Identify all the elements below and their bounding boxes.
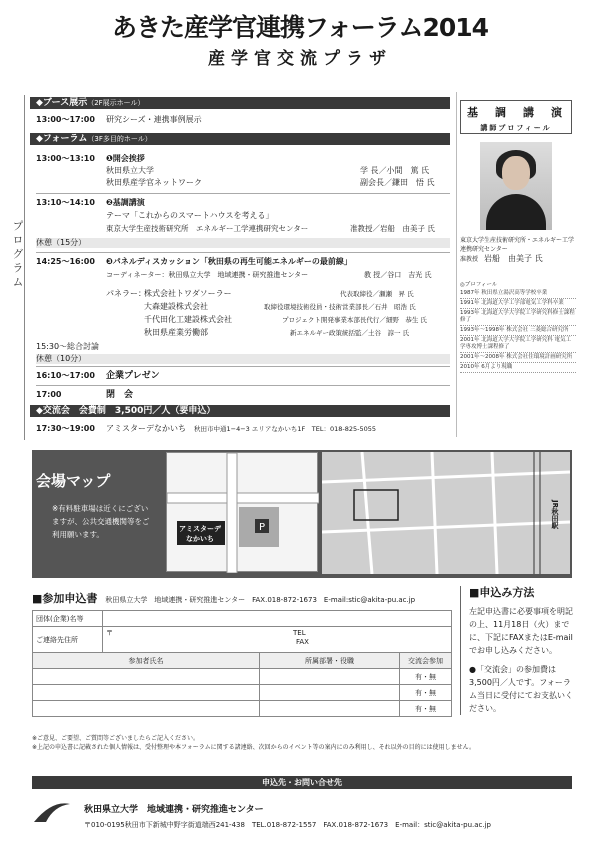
panel-title: ❸パネルディスカッション「秋田県の再生可能エネルギーの最前線」 [106, 257, 352, 266]
venue-label: アミスターデ なかいち [179, 525, 221, 543]
speaker-role: 准教授 [460, 256, 479, 263]
form-table [32, 610, 452, 717]
dept-field[interactable] [260, 685, 400, 701]
closing-row [36, 390, 133, 400]
area-map-drawing [322, 452, 570, 574]
program-label: プログラム [11, 220, 24, 290]
zip-label: 〒 [106, 629, 113, 637]
opening-org-2: 秋田県産学官ネットワーク [106, 178, 202, 187]
break-1: 休憩（15分） [36, 238, 450, 248]
footer-bar: 申込先・お問い合せ先 [32, 776, 572, 789]
presentation-title: 企業プレゼン [106, 371, 160, 381]
bio-item: 1987年 秋田県立湯沢高等学校卒業 [460, 289, 576, 299]
map-title: 会場マップ [36, 472, 111, 490]
keynote-row [36, 198, 145, 208]
form-contact: 秋田県立大学 地域連携・研究推進センター FAX.018-872-1673 E-mail:stic@akita-pu.ac.jp [105, 596, 416, 604]
panelist-1-role: 代表取締役／瀬瀬 昇 氏 [340, 290, 414, 298]
panel-row [36, 257, 352, 267]
dept-field[interactable] [260, 701, 400, 717]
separator [36, 193, 450, 194]
footer-org: 秋田県立大学 地域連携・研究推進センター [84, 805, 264, 815]
tel-label: TEL [293, 629, 306, 637]
reception-row [36, 424, 376, 434]
opening-time: 13:00～13:10 [36, 154, 95, 163]
svg-text:P: P [259, 522, 266, 533]
bio-item: 2001年～2008年 株式会社住環境計画研究所 [460, 353, 576, 363]
speaker-name: 岩船 由美子 氏 [484, 254, 543, 263]
separator [36, 385, 450, 386]
booth-time: 13:00～17:00 [36, 115, 95, 124]
apply-text-2: ●「交流会」の参加費は3,500円／人です。フォーラム当日に受付にてお支払いください。 [469, 665, 573, 713]
keynote-box-title: 基 調 講 演 [467, 106, 565, 119]
booth-bar-label: ◆ブース展示 [36, 98, 88, 108]
bio-item: 2001年 北海道大学大学院工学研究科 電気工学専攻博士課程修了 [460, 336, 576, 353]
discussion: 15:30～総合討論 [36, 342, 100, 351]
footer-address: 〒010-0195秋田市下新城中野字街道端西241-438 TEL.018-872-1557 FAX.018-872-1673 E-mail：stic@akita-pu.ac.jp [84, 821, 491, 829]
panelist-1: 株式会社トワダソーラー [144, 289, 232, 298]
panelist-label: パネラー： [106, 289, 146, 298]
fax-label: FAX [296, 638, 309, 646]
venue-map [166, 452, 318, 572]
keynote-org: 東京大学生産技術研究所 エネルギー工学連携研究センター [106, 224, 309, 233]
party-select[interactable]: 有・無 [400, 701, 452, 717]
reception-address: 秋田市中通1−4−3 エリアなかいち1F TEL：018-825-5055 [194, 425, 376, 433]
speaker-photo [480, 142, 552, 230]
speaker-bio [460, 282, 576, 373]
keynote-theme: テーマ「これからのスマートハウスを考える」 [106, 211, 274, 220]
opening-org-1: 秋田県立大学 [106, 166, 154, 175]
panelist-2: 大森建設株式会社 [144, 302, 208, 311]
group-field[interactable] [103, 611, 452, 627]
note-2: ※上記の申込書に記載された個人情報は、受付整理や本フォーラムに関する諸連絡、次回からのイベント等の案内にのみ利用し、それ以外の目的には使用しません。 [32, 744, 476, 751]
panel-time: 14:25～16:00 [36, 257, 95, 266]
forum-bar-label: ◆フォーラム [36, 134, 88, 144]
separator [36, 252, 450, 253]
col-name: 参加者氏名 [33, 653, 260, 669]
contact-field[interactable] [103, 627, 452, 653]
form-title: ■参加申込書 [32, 592, 98, 605]
venue-map-drawing [167, 453, 319, 573]
opening-role-2: 副会長／鎌田 悟 氏 [360, 178, 435, 187]
panel-coordinator: コーディネーター：秋田県立大学 地域連携・研究推進センター [106, 271, 309, 279]
name-field[interactable] [33, 669, 260, 685]
map-note: ※有料駐車場は近くにございますが、公共交通機関等をご利用願います。 [52, 504, 150, 539]
booth-text: 研究シーズ・連携事例展示 [106, 115, 202, 124]
closing-time: 17:00 [36, 390, 62, 399]
name-field[interactable] [33, 701, 260, 717]
dept-field[interactable] [260, 669, 400, 685]
keynote-role: 准教授／岩船 由美子 氏 [350, 224, 435, 233]
closing-title: 閉 会 [106, 390, 134, 400]
name-field[interactable] [33, 685, 260, 701]
keynote-box [460, 100, 572, 134]
panelist-2-role: 取締役環境技術役員・技術営業部長／石井 昭浩 氏 [264, 303, 416, 311]
apply-text-1: 左記申込書に必要事項を明記の上、11月18日（火）までに、下記にFAXまたはE-mailでお申し込みください。 [469, 607, 573, 655]
reception-bar: ◆交流会 会費制 3,500円／人（要申込） [30, 405, 450, 417]
profile-label: ◎プロフィール [460, 282, 498, 288]
forum-bar-note: （3F多目的ホール） [87, 135, 152, 143]
apply-title: ■申込み方法 [469, 586, 535, 599]
col-dept: 所属部署・役職 [260, 653, 400, 669]
station-label: JR秋田駅 [551, 500, 559, 529]
party-select[interactable]: 有・無 [400, 685, 452, 701]
opening-role-1: 学 長／小間 篤 氏 [360, 166, 430, 175]
col-party: 交流会参加 [400, 653, 452, 669]
keynote-title: ❷基調講演 [106, 198, 145, 207]
booth-bar [30, 97, 450, 109]
panelist-4-role: 新エネルギー政策統括監／土谷 諄一 氏 [290, 329, 410, 337]
speaker-org: 東京大学生産技術研究所・エネルギー工学連携研究センター [460, 237, 575, 253]
apply-method [460, 586, 578, 715]
booth-row [36, 115, 202, 125]
presentation-row [36, 371, 160, 381]
party-select[interactable]: 有・無 [400, 669, 452, 685]
university-logo [32, 798, 72, 824]
application-form [32, 590, 452, 717]
opening-title: ❶開会挨拶 [106, 154, 145, 163]
bio-item: 2010年 6月より現職 [460, 363, 576, 373]
panel-coordinator-role: 教 授／谷口 吉光 氏 [364, 271, 432, 279]
forum-bar [30, 133, 450, 145]
area-map [322, 452, 570, 574]
note-1: ※ご意見、ご要望、ご質問等ございましたらご記入ください。 [32, 735, 200, 742]
bio-item: 1991年 北海道大学工学部電気工学科卒業 [460, 299, 576, 309]
page-subtitle: 産学官交流プラザ [208, 49, 392, 69]
booth-bar-note: （2F展示ホール） [87, 99, 145, 107]
opening-row [36, 154, 145, 164]
form-notes [32, 734, 572, 752]
presentation-time: 16:10～17:00 [36, 371, 95, 380]
bio-item: 1993年～1998年 株式会社 三菱総合研究所 [460, 326, 576, 336]
speaker-info [460, 236, 576, 264]
panelist-3-role: プロジェクト開発事業本部長代行／細野 恭生 氏 [282, 316, 427, 324]
reception-time: 17:30～19:00 [36, 424, 95, 433]
keynote-box-sub: 講師プロフィール [480, 124, 552, 132]
group-label: 団体(企業)名等 [33, 611, 103, 627]
contact-label: ご連絡先住所 [33, 627, 103, 653]
bio-item: 1993年 北海道大学大学院工学研究科修士課程修了 [460, 309, 576, 326]
separator [36, 366, 450, 367]
panelist-3: 千代田化工建設株式会社 [144, 315, 232, 324]
panelist-4: 秋田県産業労働部 [144, 328, 208, 337]
break-2: 休憩（10分） [36, 354, 450, 364]
keynote-time: 13:10～14:10 [36, 198, 95, 207]
reception-venue: アミスターデなかいち [106, 424, 186, 433]
page-title: あきた産学官連携フォーラム2014 [111, 13, 489, 42]
